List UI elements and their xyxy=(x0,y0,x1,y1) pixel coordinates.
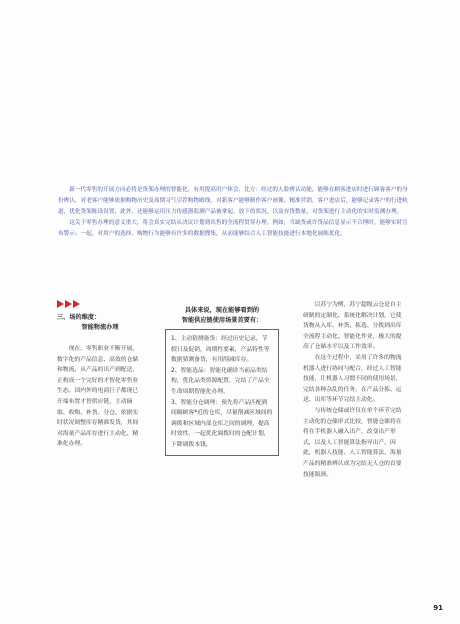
right-column xyxy=(303,300,405,480)
section-heading-line-1: 三、场的维度： xyxy=(57,314,101,321)
right-column-paragraph-3: 与传统仓储或许仅在单个环节完结主动化的仓储形式比较，智能仓储将在将在手机器人融入出产，改变出产形式，以及人工智能算法指导出产，因此，机器人技能、人工智能算法、海量产品的精准辨认成为完结无人仓的首要技能瓶颈。 xyxy=(303,407,402,478)
middle-column xyxy=(165,300,279,456)
left-column xyxy=(57,300,143,450)
scenario-item-3: 3、智能分仓调理：预先将产品匹配到间隔顾客*近的仓库，尽量削减区域间的调拨和区域内部仓库之间的调理，提高时效性，一起优化调拨时的仓配计划，下降调拨本钱。 xyxy=(171,399,273,448)
intro-paragraph-1: 新一代零售的开展方向必将是货架办理的智能化。有用提高用户体会、比方：经过的人脸辨认功能，能够在顾客进店时进行顾客客户的身份辨认，对老客户能够依据购物历史及周期习气引荐购物路线，对新客户能够制作客户画像，精准营销。客户进店后，能够记录客户的行进轨道，优化货架陈设设置，此外，还能够运用压力传感器监测产品被拿起、放下的状况，以及存货数量，对货架进行主动化的实时监测办理。 xyxy=(58,187,408,215)
scenario-heading-line-2: 智能供应链使用场景首要有： xyxy=(181,316,263,324)
right-column-paragraph-2: 在这个过程中，采用了许多的物流机器人进行协同与配合，经过人工智能技能，让机器人习惯不同的使用场景，完结各种杂乱的任务，在产品分拣、运送、出库等环节完结主动化。 xyxy=(303,354,402,404)
arrow-icon xyxy=(73,300,80,308)
scenario-heading-line-1: 具体来说，现在能够看到的 xyxy=(184,307,260,314)
right-column-paragraph-1: 以苏宁为例，苏宁超级云仓是自主研制的定制化、系统化解决计划，它使货物从入库、补货、拣选、分拨到出库全流程主动化、智能化作业，极大的提高了仓储水平以及工作效率。 xyxy=(303,302,402,351)
scenario-item-1: 1、主动猜测备货：经过历史记录，节假日及促销，周期性要素，产品特性等数据猜测备货，有用削减库存。 xyxy=(171,336,270,364)
intro-block xyxy=(58,185,410,240)
left-column-paragraph: 现在，零售职业不断开展，数字化的产品信息、高效的仓储和物流，从产品的出产到配送，正构成一个完好的才智化零售业生态。国内外的电商巨子都现已开端布置才智供应链，主动摘取、收购、补货、分仓，依据实时状况调整库存精准发货，其间对海量产品库存进行主动化、精准化办理。 xyxy=(57,346,139,448)
red-arrows-icon xyxy=(57,300,143,308)
arrow-icon xyxy=(65,300,72,308)
arrow-icon xyxy=(57,300,64,308)
intro-paragraph-2: 这关于零售办理的意义重大，将会真实完结从决议计划到出售的全流程贯穿办理。例如，当缺货或许货品信息显示不合理时，能够实时宣布警示；一起，对用户的选择、购物行为能够有许多的数据搜集，从而能够结合人工智能技能进行本地化展陈优化。 xyxy=(58,220,408,237)
scenario-box xyxy=(165,329,279,456)
page-number: 91 xyxy=(433,604,443,612)
section-heading-line-2: 智能物流办理 xyxy=(81,323,119,331)
scenario-item-2: 2、智能选品：智能化确诊当前品类结构，优化品类资源配置，完结了产品全生命周期智能化办理。 xyxy=(171,367,270,395)
